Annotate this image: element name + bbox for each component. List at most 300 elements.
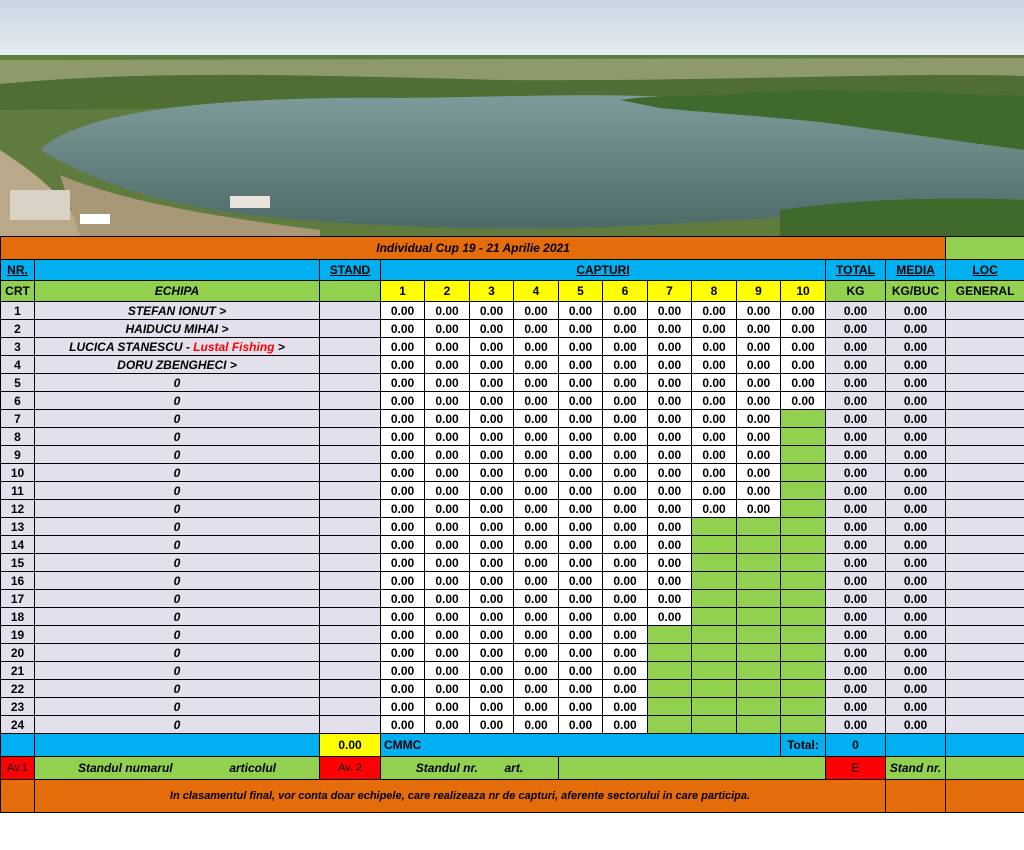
catch-cell[interactable]: 0.00 (648, 446, 692, 464)
catch-cell[interactable]: 0.00 (692, 338, 737, 356)
catch-cell[interactable]: 0.00 (514, 464, 559, 482)
row-number: 21 (1, 662, 35, 680)
catch-cell[interactable]: 0.00 (381, 626, 425, 644)
catch-cell[interactable]: 0.00 (514, 482, 559, 500)
catch-cell[interactable]: 0.00 (648, 518, 692, 536)
catch-cell[interactable]: 0.00 (425, 518, 470, 536)
catch-cell[interactable]: 0.00 (781, 356, 826, 374)
stand-cell[interactable] (320, 410, 381, 428)
catch-cell[interactable]: 0.00 (425, 662, 470, 680)
stand-cell[interactable] (320, 626, 381, 644)
stand-cell[interactable] (320, 446, 381, 464)
catch-cell[interactable]: 0.00 (514, 518, 559, 536)
catch-cell[interactable]: 0.00 (559, 446, 603, 464)
catch-cell[interactable]: 0.00 (425, 302, 470, 320)
catch-cell[interactable]: 0.00 (470, 536, 514, 554)
loc-cell (946, 590, 1024, 608)
catch-cell[interactable]: 0.00 (559, 338, 603, 356)
catch-cell[interactable]: 0.00 (470, 662, 514, 680)
media-cell: 0.00 (886, 338, 946, 356)
catch-cell[interactable]: 0.00 (603, 626, 648, 644)
stand-cell[interactable] (320, 536, 381, 554)
table-row (1, 500, 1024, 518)
catch-number-header: 10 (781, 281, 826, 302)
media-cell: 0.00 (886, 428, 946, 446)
catch-cell[interactable]: 0.00 (514, 446, 559, 464)
cmmc-label: CMMC (381, 734, 781, 757)
stand-cell[interactable] (320, 320, 381, 338)
competitor-name-text: 0 (173, 447, 181, 462)
media-cell: 0.00 (886, 320, 946, 338)
catch-cell[interactable]: 0.00 (381, 320, 425, 338)
catch-cell[interactable]: 0.00 (381, 410, 425, 428)
nr-header: NR. (1, 260, 35, 281)
catch-cell[interactable]: 0.00 (559, 608, 603, 626)
table-row (1, 446, 1024, 464)
catch-number-header: 5 (559, 281, 603, 302)
stand-cell[interactable] (320, 554, 381, 572)
stand-cell[interactable] (320, 356, 381, 374)
catch-cell[interactable]: 0.00 (425, 338, 470, 356)
catch-cell[interactable]: 0.00 (470, 302, 514, 320)
catch-number-header: 4 (514, 281, 559, 302)
catch-cell[interactable]: 0.00 (381, 446, 425, 464)
media-cell: 0.00 (886, 410, 946, 428)
lake-aerial-photo (0, 0, 1024, 236)
catch-cell[interactable]: 0.00 (559, 680, 603, 698)
catch-cell[interactable]: 0.00 (425, 374, 470, 392)
catch-cell[interactable]: 0.00 (514, 590, 559, 608)
catch-cell-disabled (781, 482, 826, 500)
catch-cell[interactable]: 0.00 (559, 626, 603, 644)
row-number: 23 (1, 698, 35, 716)
catch-cell[interactable]: 0.00 (648, 302, 692, 320)
catch-cell[interactable]: 0.00 (470, 572, 514, 590)
catch-cell[interactable]: 0.00 (514, 302, 559, 320)
catch-cell[interactable]: 0.00 (692, 464, 737, 482)
catch-cell[interactable]: 0.00 (514, 644, 559, 662)
catch-cell-disabled (781, 590, 826, 608)
catch-cell[interactable]: 0.00 (425, 626, 470, 644)
catch-cell[interactable]: 0.00 (603, 320, 648, 338)
catch-cell[interactable]: 0.00 (470, 680, 514, 698)
catch-cell[interactable]: 0.00 (514, 698, 559, 716)
stand-cell[interactable] (320, 482, 381, 500)
total-kg-cell: 0.00 (826, 590, 886, 608)
catch-cell-disabled (737, 518, 781, 536)
catch-cell[interactable]: 0.00 (381, 662, 425, 680)
catch-cell[interactable]: 0.00 (692, 446, 737, 464)
catch-cell[interactable]: 0.00 (381, 536, 425, 554)
catch-cell[interactable]: 0.00 (692, 320, 737, 338)
catch-cell[interactable]: 0.00 (737, 428, 781, 446)
catch-cell[interactable]: 0.00 (470, 464, 514, 482)
loc-cell (946, 482, 1024, 500)
catch-cell[interactable]: 0.00 (603, 554, 648, 572)
catch-cell[interactable]: 0.00 (425, 590, 470, 608)
catch-cell[interactable]: 0.00 (559, 320, 603, 338)
catch-cell[interactable]: 0.00 (425, 410, 470, 428)
catch-cell[interactable]: 0.00 (692, 302, 737, 320)
loc-cell (946, 464, 1024, 482)
loc-cell (946, 680, 1024, 698)
catch-cell[interactable]: 0.00 (425, 356, 470, 374)
catch-cell[interactable]: 0.00 (737, 410, 781, 428)
catch-cell[interactable]: 0.00 (692, 410, 737, 428)
catch-cell[interactable]: 0.00 (603, 644, 648, 662)
stand-cell[interactable] (320, 464, 381, 482)
catch-cell[interactable]: 0.00 (425, 572, 470, 590)
media-cell: 0.00 (886, 680, 946, 698)
catch-cell[interactable]: 0.00 (470, 698, 514, 716)
competitor-name (35, 536, 320, 554)
competitor-name (35, 374, 320, 392)
catch-cell[interactable]: 0.00 (470, 428, 514, 446)
catch-cell[interactable]: 0.00 (470, 518, 514, 536)
competitor-name (35, 356, 320, 374)
media-cell: 0.00 (886, 608, 946, 626)
catch-cell[interactable]: 0.00 (425, 464, 470, 482)
catch-cell[interactable]: 0.00 (648, 464, 692, 482)
catch-cell[interactable]: 0.00 (470, 644, 514, 662)
catch-cell[interactable]: 0.00 (425, 428, 470, 446)
catch-cell[interactable]: 0.00 (514, 410, 559, 428)
catch-cell[interactable]: 0.00 (603, 338, 648, 356)
stand-cell[interactable] (320, 590, 381, 608)
total-kg-cell: 0.00 (826, 518, 886, 536)
competitor-name-text: 0 (173, 483, 181, 498)
total-kg-cell: 0.00 (826, 482, 886, 500)
catch-cell[interactable]: 0.00 (692, 482, 737, 500)
competitor-name-text: 0 (173, 429, 181, 444)
competitor-name-text: 0 (173, 573, 181, 588)
catch-cell[interactable]: 0.00 (648, 392, 692, 410)
catch-cell-disabled (692, 662, 737, 680)
catch-cell[interactable]: 0.00 (648, 554, 692, 572)
stand-cell[interactable] (320, 644, 381, 662)
catch-cell-disabled (692, 644, 737, 662)
catch-cell[interactable]: 0.00 (737, 302, 781, 320)
catch-cell[interactable]: 0.00 (781, 302, 826, 320)
catch-cell[interactable]: 0.00 (470, 410, 514, 428)
catch-cell[interactable]: 0.00 (514, 554, 559, 572)
catch-cell[interactable]: 0.00 (603, 356, 648, 374)
catch-cell[interactable]: 0.00 (559, 410, 603, 428)
stand-cell[interactable] (320, 392, 381, 410)
catch-cell[interactable]: 0.00 (603, 302, 648, 320)
catch-cell[interactable]: 0.00 (425, 608, 470, 626)
catch-cell[interactable]: 0.00 (648, 410, 692, 428)
competitor-name (35, 716, 320, 734)
table-row (1, 482, 1024, 500)
competitor-name (35, 392, 320, 410)
catch-cell-disabled (737, 644, 781, 662)
stand-cell[interactable] (320, 374, 381, 392)
catch-cell[interactable]: 0.00 (514, 356, 559, 374)
catch-cell[interactable]: 0.00 (737, 482, 781, 500)
catch-cell-disabled (781, 428, 826, 446)
row-number: 4 (1, 356, 35, 374)
catch-cell[interactable]: 0.00 (514, 572, 559, 590)
competitor-name (35, 428, 320, 446)
loc-cell (946, 446, 1024, 464)
catch-cell[interactable]: 0.00 (648, 482, 692, 500)
catch-cell[interactable]: 0.00 (470, 716, 514, 734)
catch-cell[interactable]: 0.00 (737, 356, 781, 374)
catch-cell[interactable]: 0.00 (559, 518, 603, 536)
catch-cell[interactable]: 0.00 (559, 644, 603, 662)
stand-cell[interactable] (320, 608, 381, 626)
team-brand: Lustal Fishing (193, 339, 275, 354)
echipa-header: ECHIPA (35, 281, 320, 302)
catch-cell[interactable]: 0.00 (559, 536, 603, 554)
catch-cell[interactable]: 0.00 (603, 662, 648, 680)
catch-cell[interactable]: 0.00 (648, 590, 692, 608)
catch-cell[interactable]: 0.00 (425, 698, 470, 716)
catch-cell[interactable]: 0.00 (381, 302, 425, 320)
catch-cell[interactable]: 0.00 (737, 338, 781, 356)
catch-cell[interactable]: 0.00 (559, 590, 603, 608)
catch-cell[interactable]: 0.00 (692, 356, 737, 374)
catch-cell[interactable]: 0.00 (603, 590, 648, 608)
catch-cell[interactable]: 0.00 (559, 374, 603, 392)
catch-cell[interactable]: 0.00 (781, 374, 826, 392)
total-value: 0 (826, 734, 886, 757)
competitor-name-text: HAIDUCU MIHAI > (125, 321, 229, 336)
catch-cell[interactable]: 0.00 (737, 464, 781, 482)
catch-cell[interactable]: 0.00 (381, 428, 425, 446)
catch-cell[interactable]: 0.00 (425, 554, 470, 572)
catch-cell[interactable]: 0.00 (425, 716, 470, 734)
catch-cell[interactable]: 0.00 (737, 392, 781, 410)
catch-cell[interactable]: 0.00 (514, 680, 559, 698)
stand-cell[interactable] (320, 662, 381, 680)
catch-cell[interactable]: 0.00 (559, 464, 603, 482)
e-label: E (826, 757, 886, 780)
total-kg-cell: 0.00 (826, 716, 886, 734)
catch-cell[interactable]: 0.00 (381, 572, 425, 590)
loc-cell (946, 392, 1024, 410)
catch-cell[interactable]: 0.00 (470, 320, 514, 338)
catch-cell[interactable]: 0.00 (559, 662, 603, 680)
total-label: Total: (781, 734, 826, 757)
competitor-name (35, 410, 320, 428)
catch-cell[interactable]: 0.00 (514, 428, 559, 446)
catch-cell[interactable]: 0.00 (381, 590, 425, 608)
catch-cell[interactable]: 0.00 (648, 428, 692, 446)
catch-cell[interactable]: 0.00 (381, 500, 425, 518)
catch-cell[interactable]: 0.00 (603, 698, 648, 716)
catch-cell[interactable]: 0.00 (381, 338, 425, 356)
competitor-name-text: 0 (173, 519, 181, 534)
catch-cell[interactable]: 0.00 (648, 608, 692, 626)
catch-cell[interactable]: 0.00 (381, 680, 425, 698)
catch-cell[interactable]: 0.00 (559, 572, 603, 590)
catch-cell[interactable]: 0.00 (425, 536, 470, 554)
catch-cell-disabled (781, 680, 826, 698)
catch-cell[interactable]: 0.00 (692, 428, 737, 446)
catch-cell[interactable]: 0.00 (514, 626, 559, 644)
row-number: 10 (1, 464, 35, 482)
row-number: 8 (1, 428, 35, 446)
catch-cell[interactable]: 0.00 (603, 392, 648, 410)
stand-cell[interactable] (320, 572, 381, 590)
catch-cell[interactable]: 0.00 (648, 356, 692, 374)
catch-cell[interactable]: 0.00 (381, 356, 425, 374)
catch-cell[interactable]: 0.00 (603, 410, 648, 428)
catch-cell[interactable]: 0.00 (603, 572, 648, 590)
catch-cell[interactable]: 0.00 (514, 500, 559, 518)
catch-cell[interactable]: 0.00 (514, 716, 559, 734)
catch-cell[interactable]: 0.00 (559, 554, 603, 572)
media-cell: 0.00 (886, 500, 946, 518)
catch-cell[interactable]: 0.00 (470, 338, 514, 356)
catch-cell[interactable]: 0.00 (470, 482, 514, 500)
stand-cell[interactable] (320, 716, 381, 734)
catch-cell[interactable]: 0.00 (603, 518, 648, 536)
competitor-name-text: 0 (173, 681, 181, 696)
catch-cell-disabled (781, 698, 826, 716)
catch-cell[interactable]: 0.00 (381, 464, 425, 482)
catch-cell[interactable]: 0.00 (559, 500, 603, 518)
row-number: 14 (1, 536, 35, 554)
catch-cell-disabled (781, 608, 826, 626)
competitor-name (35, 554, 320, 572)
catch-cell[interactable]: 0.00 (514, 662, 559, 680)
stand-cell[interactable] (320, 428, 381, 446)
row-number: 7 (1, 410, 35, 428)
catch-cell[interactable]: 0.00 (781, 338, 826, 356)
catch-cell[interactable]: 0.00 (737, 374, 781, 392)
catch-cell[interactable]: 0.00 (470, 500, 514, 518)
stand-cell[interactable] (320, 698, 381, 716)
results-table (0, 236, 1024, 813)
catch-cell[interactable]: 0.00 (603, 428, 648, 446)
catch-cell[interactable]: 0.00 (425, 446, 470, 464)
catch-cell[interactable]: 0.00 (692, 374, 737, 392)
catch-cell[interactable]: 0.00 (470, 446, 514, 464)
catch-cell[interactable]: 0.00 (603, 464, 648, 482)
standul-nr-cell (381, 757, 559, 780)
catch-cell[interactable]: 0.00 (381, 392, 425, 410)
catch-cell[interactable]: 0.00 (514, 374, 559, 392)
catch-cell[interactable]: 0.00 (514, 338, 559, 356)
media-cell: 0.00 (886, 698, 946, 716)
catch-cell[interactable]: 0.00 (425, 392, 470, 410)
table-row (1, 410, 1024, 428)
catch-cell[interactable]: 0.00 (603, 482, 648, 500)
stand-cell[interactable] (320, 680, 381, 698)
catch-cell[interactable]: 0.00 (692, 500, 737, 518)
catch-cell[interactable]: 0.00 (559, 482, 603, 500)
catch-cell[interactable]: 0.00 (470, 392, 514, 410)
total-kg-cell: 0.00 (826, 410, 886, 428)
catch-cell[interactable]: 0.00 (470, 554, 514, 572)
competitor-name-text: 0 (173, 663, 181, 678)
catch-cell[interactable]: 0.00 (603, 500, 648, 518)
row-number: 16 (1, 572, 35, 590)
catch-cell[interactable]: 0.00 (470, 590, 514, 608)
catch-cell[interactable]: 0.00 (603, 536, 648, 554)
catch-cell[interactable]: 0.00 (381, 644, 425, 662)
catch-cell[interactable]: 0.00 (737, 500, 781, 518)
general-header: GENERAL (946, 281, 1024, 302)
catch-cell[interactable]: 0.00 (425, 680, 470, 698)
catch-cell[interactable]: 0.00 (425, 482, 470, 500)
table-row (1, 536, 1024, 554)
loc-cell (946, 554, 1024, 572)
standul-numarul-label: Standul numarul (77, 761, 173, 775)
stand-cell[interactable] (320, 500, 381, 518)
catch-cell[interactable]: 0.00 (648, 500, 692, 518)
catch-cell[interactable]: 0.00 (648, 374, 692, 392)
catch-cell[interactable]: 0.00 (603, 374, 648, 392)
catch-cell[interactable]: 0.00 (514, 608, 559, 626)
catch-cell-disabled (692, 536, 737, 554)
catch-cell[interactable]: 0.00 (425, 500, 470, 518)
catch-cell[interactable]: 0.00 (514, 320, 559, 338)
catch-cell[interactable]: 0.00 (648, 536, 692, 554)
catch-cell[interactable]: 0.00 (559, 392, 603, 410)
catch-cell[interactable]: 0.00 (559, 716, 603, 734)
catch-cell[interactable]: 0.00 (425, 644, 470, 662)
catch-cell[interactable]: 0.00 (381, 554, 425, 572)
catch-cell[interactable]: 0.00 (381, 518, 425, 536)
catch-cell[interactable]: 0.00 (559, 302, 603, 320)
catch-cell[interactable]: 0.00 (559, 356, 603, 374)
catch-cell[interactable]: 0.00 (648, 572, 692, 590)
catch-cell[interactable]: 0.00 (514, 392, 559, 410)
loc-cell (946, 518, 1024, 536)
competitor-name (35, 518, 320, 536)
catch-cell[interactable]: 0.00 (381, 608, 425, 626)
catch-cell[interactable]: 0.00 (381, 716, 425, 734)
catch-cell[interactable]: 0.00 (381, 698, 425, 716)
row-number: 22 (1, 680, 35, 698)
catch-cell[interactable]: 0.00 (470, 374, 514, 392)
catch-cell[interactable]: 0.00 (470, 356, 514, 374)
catch-cell[interactable]: 0.00 (425, 320, 470, 338)
catch-cell[interactable]: 0.00 (737, 320, 781, 338)
catch-cell[interactable]: 0.00 (737, 446, 781, 464)
catch-cell[interactable]: 0.00 (514, 536, 559, 554)
catch-cell[interactable]: 0.00 (603, 680, 648, 698)
catch-cell[interactable]: 0.00 (470, 608, 514, 626)
catch-cell[interactable]: 0.00 (781, 320, 826, 338)
stand-cell[interactable] (320, 338, 381, 356)
catch-cell[interactable]: 0.00 (648, 320, 692, 338)
competitor-name-text: 0 (173, 555, 181, 570)
total-kg-cell: 0.00 (826, 698, 886, 716)
stand-cell[interactable] (320, 302, 381, 320)
table-row (1, 320, 1024, 338)
catch-cell[interactable]: 0.00 (603, 608, 648, 626)
stand-cell[interactable] (320, 518, 381, 536)
catch-cell[interactable]: 0.00 (603, 716, 648, 734)
catch-cell[interactable]: 0.00 (381, 482, 425, 500)
table-row (1, 644, 1024, 662)
catch-cell[interactable]: 0.00 (781, 392, 826, 410)
catch-cell[interactable]: 0.00 (603, 446, 648, 464)
catch-cell[interactable]: 0.00 (381, 374, 425, 392)
catch-cell[interactable]: 0.00 (692, 392, 737, 410)
catch-cell[interactable]: 0.00 (559, 698, 603, 716)
catch-cell[interactable]: 0.00 (648, 338, 692, 356)
catch-cell[interactable]: 0.00 (470, 626, 514, 644)
catch-cell[interactable]: 0.00 (559, 428, 603, 446)
competitor-name-text: LUCICA STANESCU - (69, 339, 194, 354)
row-number: 18 (1, 608, 35, 626)
